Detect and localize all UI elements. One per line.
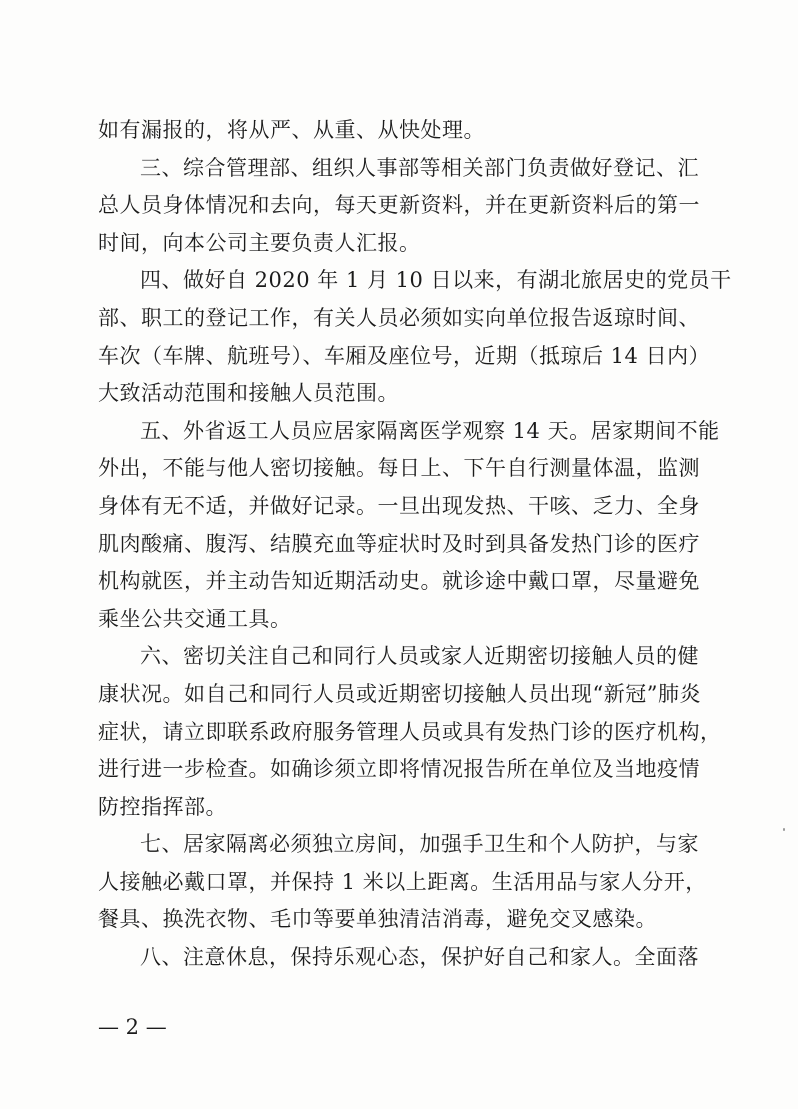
text-line: 如有漏报的，将从严、从重、从快处理。 xyxy=(98,118,485,142)
scan-speck xyxy=(783,828,785,831)
text-line: 八、注意休息，保持乐观心态，保护好自己和家人。全面落 xyxy=(140,945,699,970)
text-line: 总人员身体情况和去向，每天更新资料，并在更新资料后的第一 xyxy=(98,193,700,218)
text-line: 人接触必戴口罩，并保持 1 米以上距离。生活用品与家人分开， xyxy=(98,869,707,894)
text-line: 防控指挥部。 xyxy=(98,794,227,819)
page-number: — 2 — xyxy=(98,1015,167,1039)
text-line: 六、密切关注自己和同行人员或家人近期密切接触人员的健 xyxy=(140,644,699,669)
text-line: 车次（车牌、航班号）、车厢及座位号，近期（抵琼后 14 日内） xyxy=(98,343,711,368)
text-line: 五、外省返工人员应居家隔离医学观察 14 天。居家期间不能 xyxy=(140,418,720,443)
text-line: 部、职工的登记工作，有关人员必须如实向单位报告返琼时间、 xyxy=(98,305,700,330)
text-line: 康状况。如自己和同行人员或近期密切接触人员出现“新冠”肺炎 xyxy=(98,681,701,706)
text-line: 机构就医，并主动告知近期活动史。就诊途中戴口罩，尽量避免 xyxy=(98,569,700,594)
text-line: 症状，请立即联系政府服务管理人员或具有发热门诊的医疗机构， xyxy=(98,719,722,744)
text-line: 乘坐公共交通工具。 xyxy=(98,606,292,631)
text-line: 餐具、换洗衣物、毛巾等要单独清洁消毒，避免交叉感染。 xyxy=(98,907,657,932)
text-line: 四、做好自 2020 年 1 月 10 日以来，有湖北旅居史的党员干 xyxy=(140,268,732,293)
text-line: 三、综合管理部、组织人事部等相关部门负责做好登记、汇 xyxy=(140,155,699,180)
body-text xyxy=(98,112,732,977)
text-line: 大致活动范围和接触人员范围。 xyxy=(98,381,399,406)
text-line: 肌肉酸痛、腹泻、结膜充血等症状时及时到具备发热门诊的医疗 xyxy=(98,531,700,556)
text-line: 身体有无不适，并做好记录。一旦出现发热、干咳、乏力、全身 xyxy=(98,493,700,518)
text-line: 时间，向本公司主要负责人汇报。 xyxy=(98,230,421,255)
text-line: 七、居家隔离必须独立房间，加强手卫生和个人防护，与家 xyxy=(140,832,699,857)
text-line: 外出，不能与他人密切接触。每日上、下午自行测量体温，监测 xyxy=(98,456,700,481)
text-line: 进行进一步检查。如确诊须立即将情况报告所在单位及当地疫情 xyxy=(98,757,700,782)
